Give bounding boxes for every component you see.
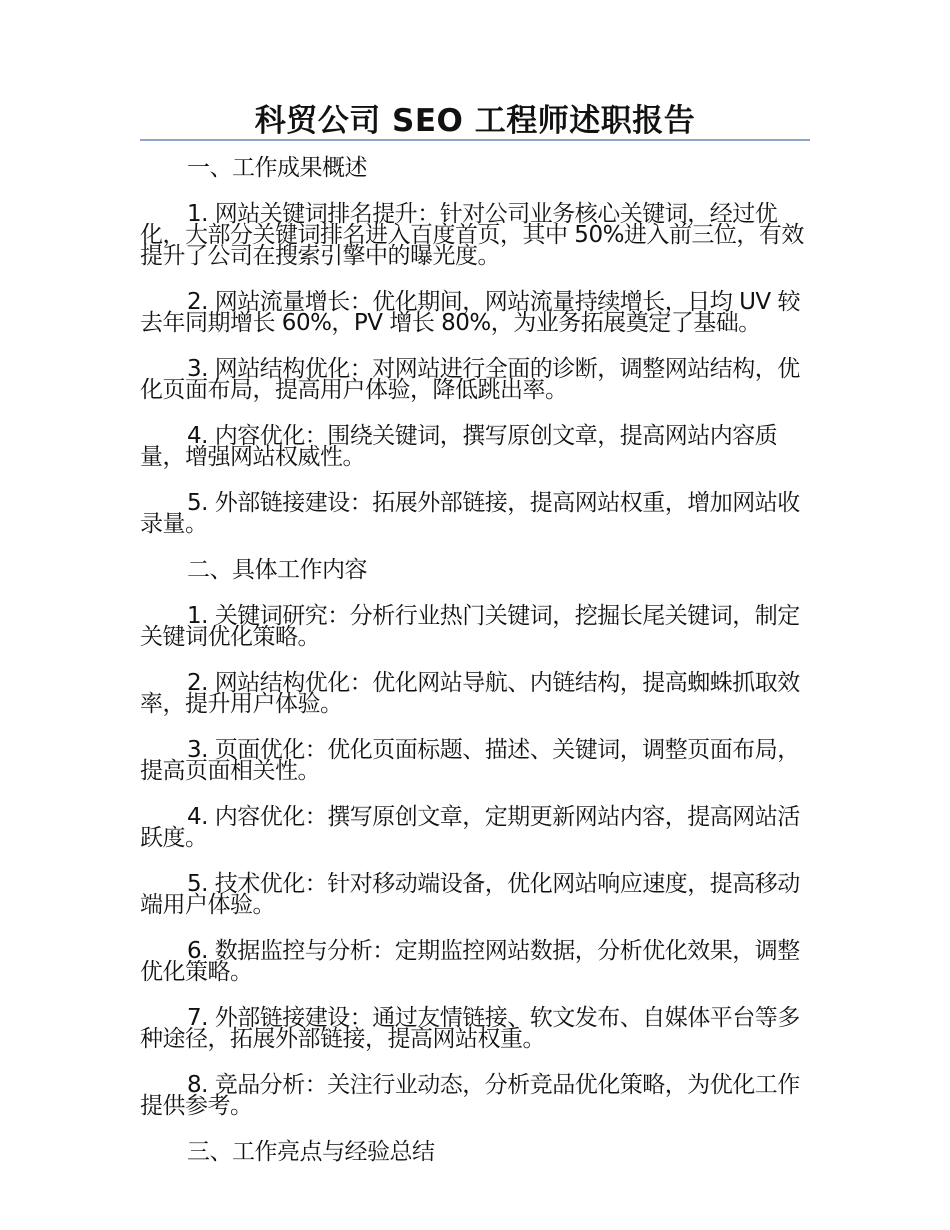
document-body [140, 155, 810, 1165]
paragraph: 3. 网站结构优化：对网站进行全面的诊断，调整网站结构，优化页面布局，提高用户体验，降低跳出率。 [140, 356, 800, 403]
paragraph: 4. 内容优化：围绕关键词，撰写原创文章，提高网站内容质量，增强网站权威性。 [140, 423, 778, 470]
paragraph: 1. 网站关键词排名提升：针对公司业务核心关键词，经过优化，大部分关键词排名进入百度首页，其中 50%进入前三位，有效提升了公司在搜索引擎中的曝光度。 [140, 201, 804, 269]
paragraph: 6. 数据监控与分析：定期监控网站数据，分析优化效果，调整优化策略。 [140, 938, 800, 985]
paragraph: 2. 网站结构优化：优化网站导航、内链结构，提高蜘蛛抓取效率，提升用户体验。 [140, 670, 800, 717]
paragraph: 4. 内容优化：撰写原创文章，定期更新网站内容，提高网站活跃度。 [140, 804, 800, 851]
title-underline [140, 139, 810, 141]
section-heading: 一、工作成果概述 [187, 155, 367, 181]
paragraph: 2. 网站流量增长：优化期间，网站流量持续增长，日均 UV 较去年同期增长 60%，PV 增长 80%，为业务拓展奠定了基础。 [140, 289, 800, 336]
paragraph: 8. 竞品分析：关注行业动态，分析竞品优化策略，为优化工作提供参考。 [140, 1072, 800, 1119]
paragraph: 5. 技术优化：针对移动端设备，优化网站响应速度，提高移动端用户体验。 [140, 871, 800, 918]
document-title: 科贸公司 SEO 工程师述职报告 [254, 103, 696, 139]
paragraph: 1. 关键词研究：分析行业热门关键词，挖掘长尾关键词，制定关键词优化策略。 [140, 603, 800, 650]
paragraph: 7. 外部链接建设：通过友情链接、软文发布、自媒体平台等多种途径，拓展外部链接，提高网站权重。 [140, 1005, 800, 1052]
section-heading: 三、工作亮点与经验总结 [187, 1139, 435, 1165]
paragraph: 5. 外部链接建设：拓展外部链接，提高网站权重，增加网站收录量。 [140, 490, 800, 537]
paragraph: 3. 页面优化：优化页面标题、描述、关键词，调整页面布局，提高页面相关性。 [140, 737, 800, 784]
section-heading: 二、具体工作内容 [187, 557, 367, 583]
